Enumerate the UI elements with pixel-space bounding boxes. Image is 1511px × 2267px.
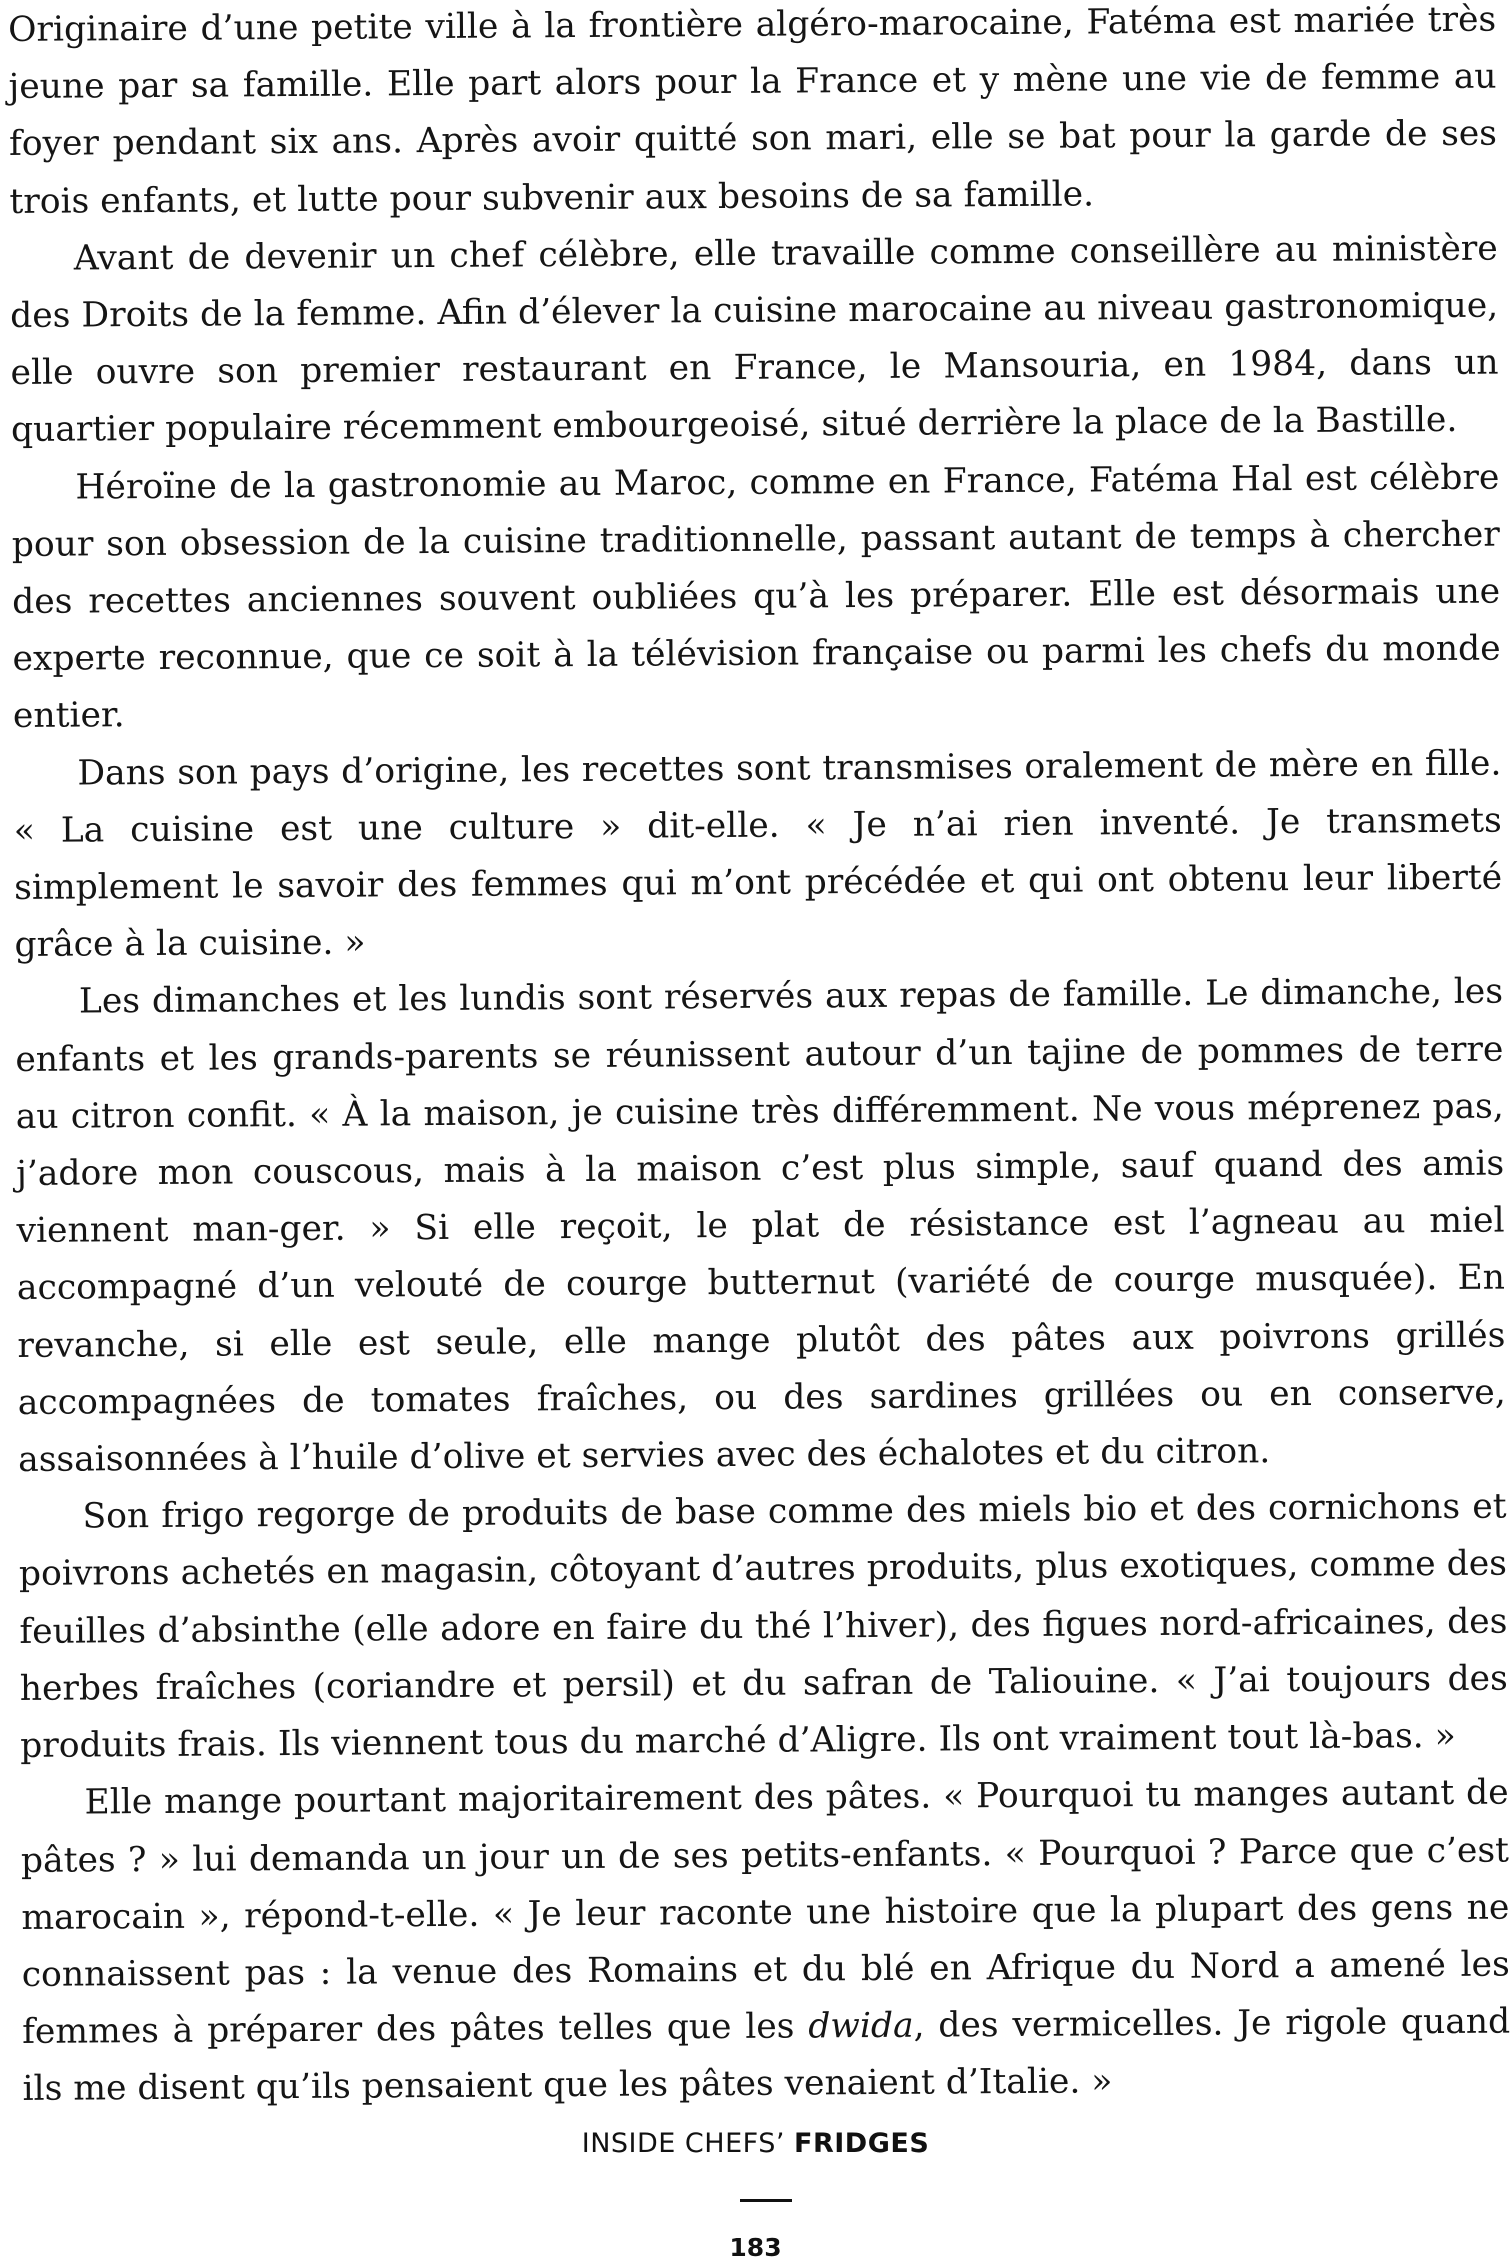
paragraph-7-text-start: Elle mange pourtant majoritairement des pâtes. « Pourquoi tu manges autant de pâtes ? » lui demanda un jour un de ses petits-enfants. « Pourquoi ? Parce que c’est marocain », répond-t-elle. « Je leur raconte une histoire que la plupart des gens ne connaissent pas : la venue des Romains et du blé en Afrique du Nord a amené les femmes à préparer des pâtes telles que les (20, 1772, 1510, 2053)
body-text (8, 0, 1511, 2118)
paragraph-7 (20, 1765, 1510, 2119)
paragraph-7-text-end: , des vermicelles. Je rigole quand ils me disent qu’ils pensaient que les pâtes venaient d’Italie. » (22, 2001, 1511, 2110)
italic-term-dwida: dwida (808, 2005, 914, 2047)
paragraph-2: Avant de devenir un chef célèbre, elle travaille comme conseillère au ministère des Droits de la femme. Afin d’élever la cuisine marocaine au niveau gastronomique, elle ouvre son premier restaurant en France, le Mansouria, en 1984, dans un quartier populaire récemment embourgeoisé, situé derrière la place de la Bastille. (10, 228, 1499, 451)
footer-title-bold: FRIDGES (794, 2128, 930, 2159)
running-footer-title (0, 2128, 1511, 2159)
paragraph-4: Dans son pays d’origine, les recettes sont transmises oralement de mère en fille. « La cuisine est une culture » dit-elle. « Je n’ai rien inventé. Je transmets simplement le savoir des femmes qui m’ont précédée et qui ont obtenu leur liberté grâce à la cuisine. » (13, 743, 1503, 966)
paragraph-6: Son frigo regorge de produits de base comme des miels bio et des cornichons et poivrons achetés en magasin, côtoyant d’autres produits, plus exotiques, comme des feuilles d’absinthe (elle adore en faire du thé l’hiver), des figues nord-africaines, des herbes fraîches (coriandre et persil) et du safran de Taliouine. « J’ai toujours des produits frais. Ils viennent tous du marché d’Aligre. Ils ont vraiment tout là-bas. » (18, 1486, 1508, 1767)
paragraph-3: Héroïne de la gastronomie au Maroc, comme en France, Fatéma Hal est célèbre pour son obsession de la cuisine traditionnelle, passant autant de temps à chercher des recettes anciennes souvent oubliées qu’à les préparer. Elle est désormais une experte reconnue, que ce soit à la télévision française ou parmi les chefs du monde entier. (11, 457, 1501, 737)
paragraph-1: Originaire d’une petite ville à la frontière algéro-marocaine, Fatéma est mariée très jeune par sa famille. Elle part alors pour la France et y mène une vie de femme au foyer pendant six ans. Après avoir quitté son mari, elle se bat pour la garde de ses trois enfants, et lutte pour subvenir aux besoins de sa famille. (8, 0, 1498, 222)
footer-title-light: INSIDE CHEFS’ (581, 2128, 795, 2159)
footer-rule (740, 2199, 792, 2202)
paragraph-5: Les dimanches et les lundis sont réservés aux repas de famille. Le dimanche, les enfants et les grands-parents se réunissent autour d’un tajine de pommes de terre au citron confit. « À la maison, je cuisine très différemment. Ne vous méprenez pas, j’adore mon couscous, mais à la maison c’est plus simple, sauf quand des amis viennent man-ger. » Si elle reçoit, le plat de résistance est l’agneau au miel accompagné d’un velouté de courge butternut (variété de courge musquée). En revanche, si elle est seule, elle mange plutôt des pâtes aux poivrons grillés accompagnées de tomates fraîches, ou des sardines grillées ou en conserve, assaisonnées à l’huile d’olive et servies avec des échalotes et du citron. (15, 972, 1506, 1481)
page-number: 183 (729, 2233, 782, 2262)
